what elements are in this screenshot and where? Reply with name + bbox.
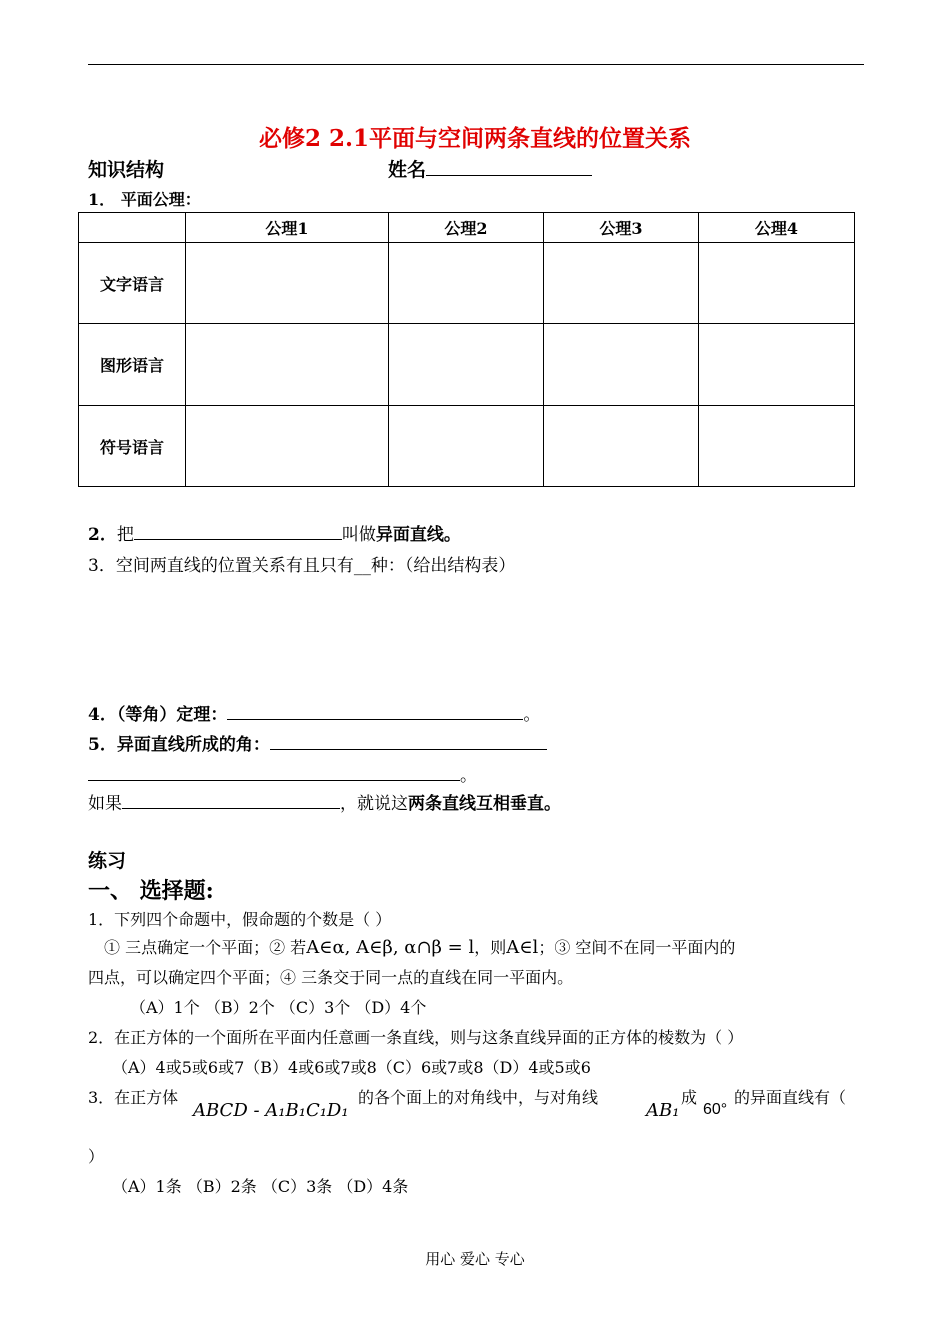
q2-stem: 2．在正方体的一个面所在平面内任意画一条直线，则与这条直线异面的正方体的棱数为（ ） [88, 1028, 744, 1047]
table-corner [79, 213, 186, 243]
table-header: 公理4 [699, 213, 855, 243]
page-title: 必修2 2.1平面与空间两条直线的位置关系 [258, 125, 692, 152]
item-3: 3．空间两直线的位置关系有且只有__种：（给出结构表） [88, 556, 516, 576]
item-4: 4．（等角）定理： 。 [88, 700, 540, 725]
blank-5b[interactable] [88, 762, 460, 781]
row-label: 图形语言 [79, 324, 186, 406]
math-expr: ABCD - A₁B₁C₁D₁ [193, 1100, 349, 1121]
table-row [79, 406, 855, 487]
name-blank[interactable] [426, 157, 592, 176]
footer: 用心 爱心 专心 [425, 1250, 525, 1268]
math-expr: A∈α, A∈β, α∩β = l [306, 937, 475, 958]
table-cell[interactable] [389, 243, 544, 324]
table-cell[interactable] [544, 243, 699, 324]
table-cell[interactable] [389, 406, 544, 487]
q1-line1: ① 三点确定一个平面；② 若A∈α, A∈β, α∩β = l，则A∈l；③ 空间不在同一平面内的 [104, 937, 736, 958]
item-5-cont: 。 [88, 761, 477, 786]
table-cell[interactable] [699, 324, 855, 406]
q3-options: （A）1条 （B）2条 （C）3条 （D）4条 [112, 1177, 409, 1196]
math-expr: A∈l [506, 937, 539, 958]
section-choice: 一、 选择题: [88, 878, 214, 904]
math-expr: AB₁ [646, 1100, 680, 1121]
q3-text-b: 的各个面上的对角线中，与对角线 [358, 1088, 599, 1107]
table-row [79, 243, 855, 324]
table-cell[interactable] [699, 243, 855, 324]
table-cell[interactable] [186, 406, 389, 487]
table-header: 公理3 [544, 213, 699, 243]
q1-stem: 1．下列四个命题中，假命题的个数是（ ） [88, 910, 392, 929]
table-header: 公理2 [389, 213, 544, 243]
row-label: 文字语言 [79, 243, 186, 324]
q1-line2: 四点，可以确定四个平面；④ 三条交于同一点的直线在同一平面内。 [88, 968, 574, 987]
name-field [388, 155, 592, 182]
header-rule [88, 64, 864, 65]
table-cell[interactable] [699, 406, 855, 487]
knowledge-label: 知识结构 [88, 159, 165, 181]
table-cell[interactable] [544, 324, 699, 406]
math-expr: 60° [703, 1101, 728, 1118]
blank-4[interactable] [227, 701, 523, 720]
table-row [79, 324, 855, 406]
q3-text-d: 的异面直线有（ [734, 1088, 847, 1107]
table-header-row [79, 213, 855, 243]
axioms-table [78, 212, 855, 487]
item-1: 1． 平面公理： [88, 190, 201, 209]
practice-label: 练习 [88, 850, 127, 872]
table-cell[interactable] [544, 406, 699, 487]
item-2: 2．把 叫做异面直线。 [88, 520, 461, 545]
table-header: 公理1 [186, 213, 389, 243]
blank-6[interactable] [122, 790, 340, 809]
table-cell[interactable] [186, 243, 389, 324]
q1-options: （A）1个 （B）2个 （C）3个 （D）4个 [130, 998, 427, 1017]
table-cell[interactable] [186, 324, 389, 406]
q3-text-c: 成 [681, 1088, 698, 1107]
q2-options: （A）4或5或6或7（B）4或6或7或8（C）6或7或8（D）4或5或6 [112, 1058, 591, 1077]
item-5: 5．异面直线所成的角： [88, 730, 547, 755]
row-label: 符号语言 [79, 406, 186, 487]
name-label: 姓名 [388, 159, 427, 181]
blank-2[interactable] [134, 521, 342, 540]
q3-text-e: ） [88, 1147, 105, 1166]
blank-5a[interactable] [270, 731, 547, 750]
item-6: 如果 ，就说这两条直线互相垂直。 [88, 789, 561, 814]
q3-text-a: 3．在正方体 [88, 1088, 179, 1107]
table-cell[interactable] [389, 324, 544, 406]
